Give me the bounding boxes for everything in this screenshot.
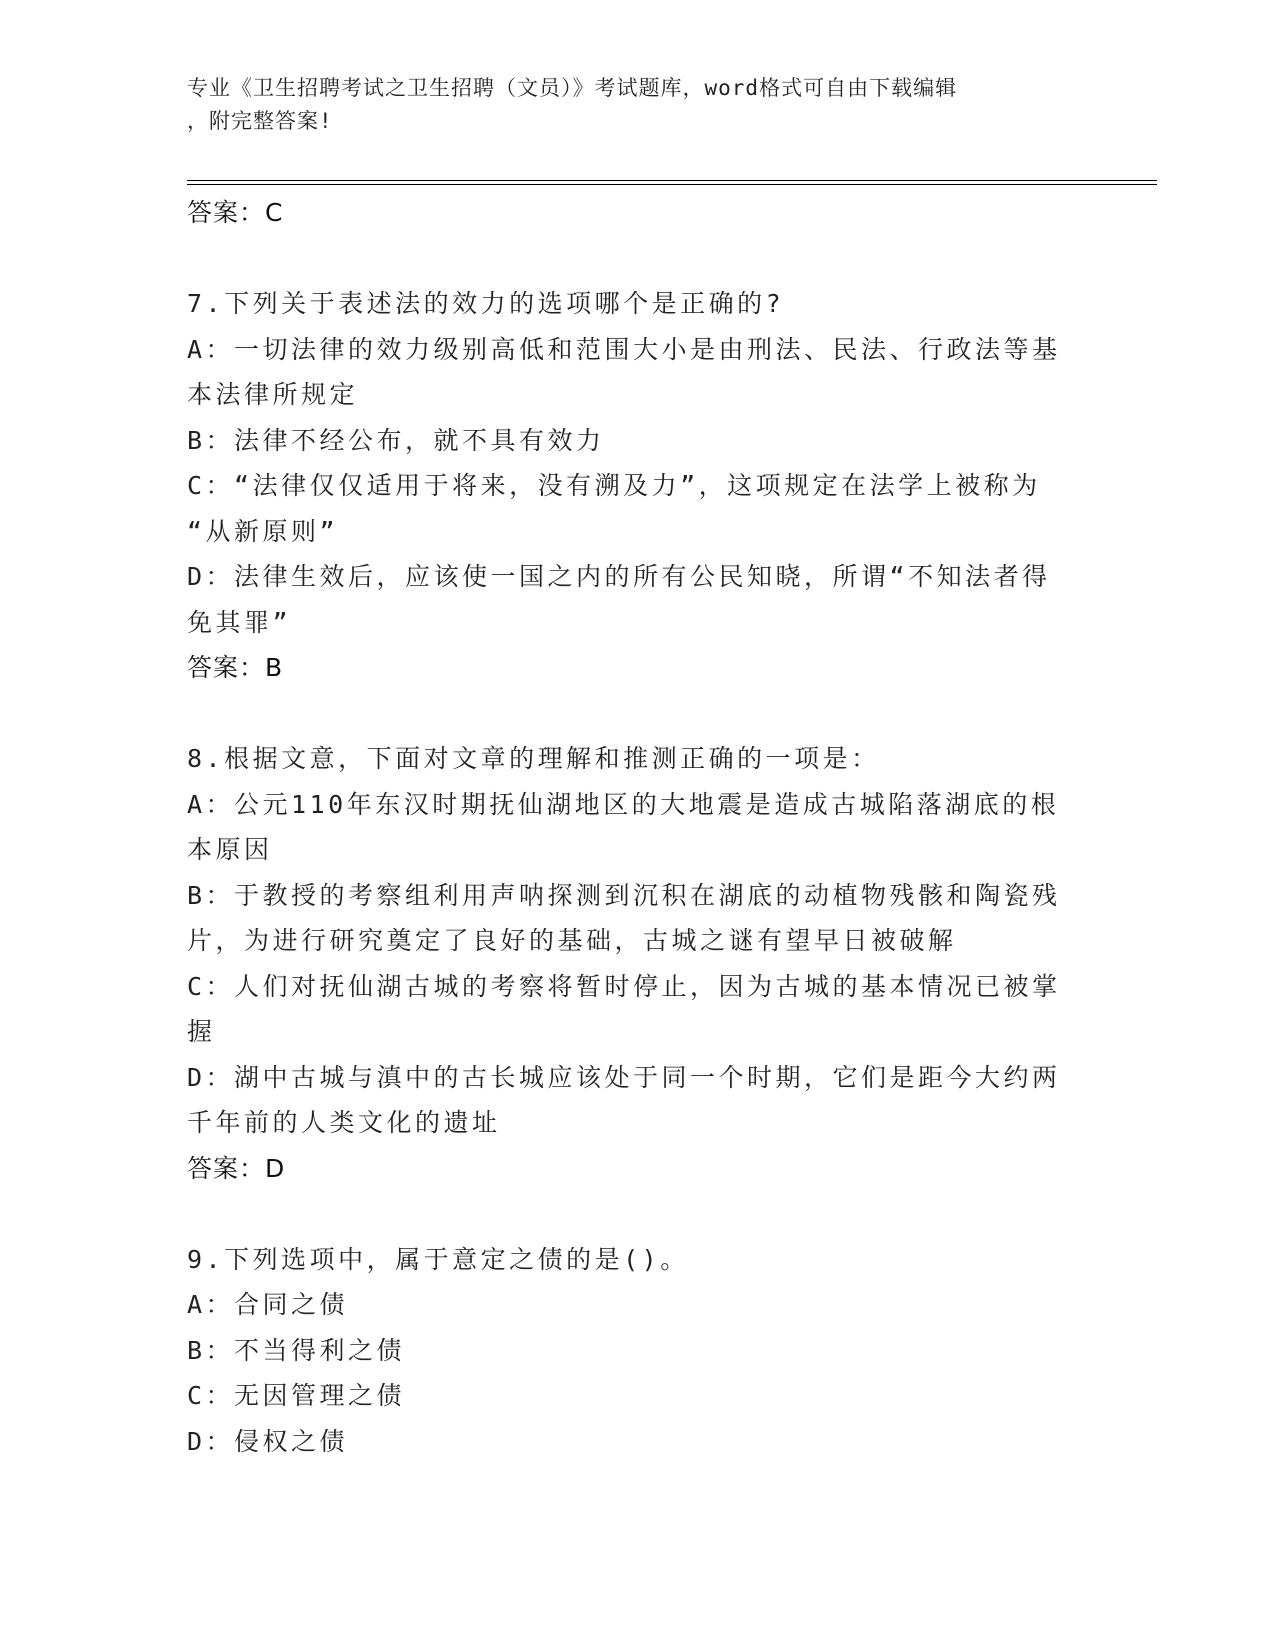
question-block-8 xyxy=(187,736,1077,1191)
header-divider-bottom xyxy=(187,184,1157,185)
option-c-cont: 握 xyxy=(187,1017,216,1046)
option-d-cont: 千年前的人类文化的遗址 xyxy=(187,1108,501,1137)
option-b-cont: 片，为进行研究奠定了良好的基础，古城之谜有望早日被破解 xyxy=(187,926,957,955)
spacer xyxy=(187,690,1077,736)
answer: 答案：D xyxy=(187,1153,286,1183)
option-c: C：人们对抚仙湖古城的考察将暂时停止，因为古城的基本情况已被掌 xyxy=(187,971,1061,1001)
option-b: B：不当得利之债 xyxy=(187,1335,406,1365)
option-a-cont: 本原因 xyxy=(187,835,273,864)
spacer xyxy=(187,1191,1077,1237)
option-a: A：公元110年东汉时期抚仙湖地区的大地震是造成古城陷落湖底的根 xyxy=(187,789,1060,819)
option-a-cont: 本法律所规定 xyxy=(187,380,359,409)
option-a: A：一切法律的效力级别高低和范围大小是由刑法、民法、行政法等基 xyxy=(187,334,1061,364)
question-text: 8.根据文意，下面对文章的理解和推测正确的一项是： xyxy=(187,744,880,773)
header-line-2: ，附完整答案! xyxy=(187,109,333,133)
question-text: 9.下列选项中，属于意定之债的是()。 xyxy=(187,1244,689,1274)
option-d-cont: 免其罪” xyxy=(187,607,292,637)
option-d: D：法律生效后，应该使一国之内的所有公民知晓，所谓“不知法者得 xyxy=(187,562,1051,591)
option-b: B：法律不经公布，就不具有效力 xyxy=(187,425,605,455)
header-line-1: 专业《卫生招聘考试之卫生招聘（文员）》考试题库，word格式可自由下载编辑 xyxy=(187,76,958,100)
question-text: 7.下列关于表述法的效力的选项哪个是正确的? xyxy=(187,289,785,318)
option-a: A：合同之债 xyxy=(187,1290,349,1319)
header-divider-top xyxy=(187,180,1157,181)
document-header xyxy=(187,72,1057,138)
option-c-cont: “从新原则” xyxy=(187,516,339,546)
document-body xyxy=(187,190,1077,1464)
option-c: C：无因管理之债 xyxy=(187,1381,406,1410)
option-d: D：湖中古城与滇中的古长城应该处于同一个时期，它们是距今大约两 xyxy=(187,1062,1061,1092)
spacer xyxy=(187,235,1077,281)
option-c: C：“法律仅仅适用于将来，没有溯及力”，这项规定在法学上被称为 xyxy=(187,471,1041,500)
option-b: B：于教授的考察组利用声呐探测到沉积在湖底的动植物残骸和陶瓷残 xyxy=(187,880,1061,910)
answer-previous: 答案：C xyxy=(187,198,284,227)
option-d: D：侵权之债 xyxy=(187,1426,349,1456)
question-block-9 xyxy=(187,1237,1077,1465)
question-block-7 xyxy=(187,281,1077,690)
answer: 答案：B xyxy=(187,653,284,682)
